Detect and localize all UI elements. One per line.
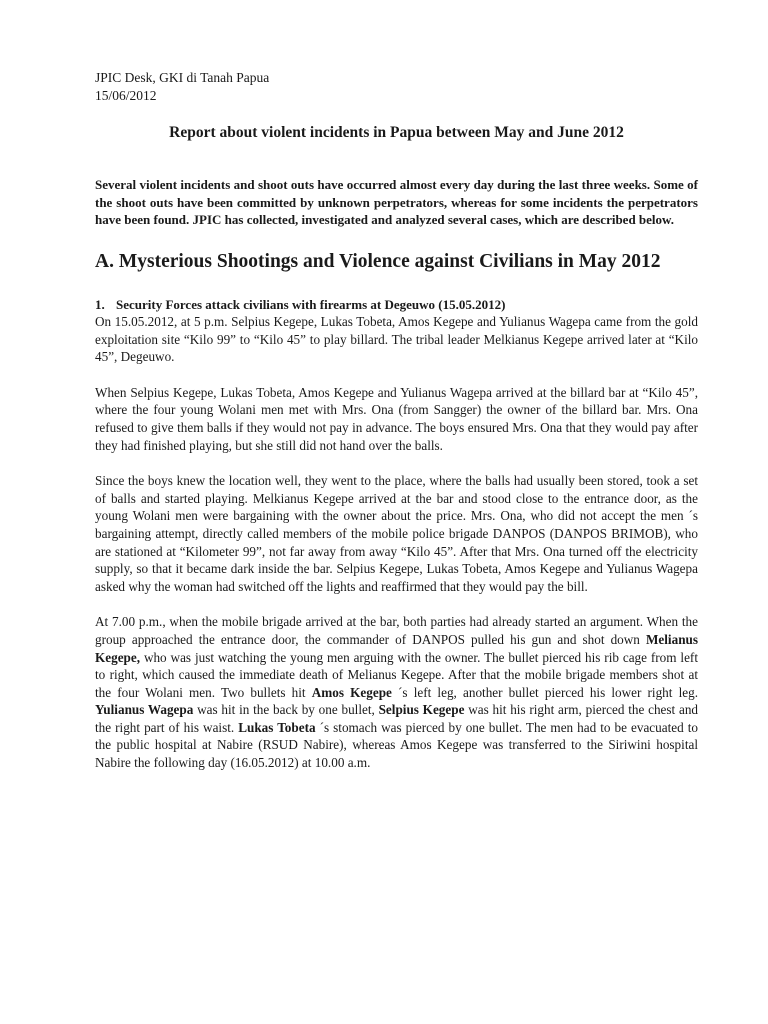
item-1-heading [95,296,698,314]
paragraph-2: When Selpius Kegepe, Lukas Tobeta, Amos Kegepe and Yulianus Wagepa arrived at the billard bar at “Kilo 45”, where the four young Wolani men met with Mrs. Ona (from Sangger) the owner of the billard bar. Mrs. Ona refused to give them balls if they would not pay in advance. The boys ensured Mrs. Ona that they would pay after they had finished playing, but she still did not hand over the balls. [95,384,698,453]
paragraph-1: On 15.05.2012, at 5 p.m. Selpius Kegepe, Lukas Tobeta, Amos Kegepe and Yulianus Wagepa came from the gold exploitation site “Kilo 99” to “Kilo 45” to play billard. The tribal leader Melkianus Kegepe arrived later at “Kilo 45”, Degeuwo. [95,314,698,365]
victim-name-melianus: Melianus Kegepe, [95,631,698,665]
paragraph-4 [95,613,698,771]
report-title: Report about violent incidents in Papua between May and June 2012 [169,124,624,141]
p4-text-6: ´s stomach was pierced by one bullet. The men had to be evacuated to the public hospital at Nabire (RSUD Nabire), whereas Amos Kegepe was transferred to the Siriwini hospital Nabire the following day (16.05.2012) at 10.00 a.m. [95,719,699,771]
section-a-heading: A. Mysterious Shootings and Violence against Civilians in May 2012 [95,250,661,272]
p4-text-3: ´s left leg, another bullet pierced his lower right leg. [391,684,698,700]
organization-line: JPIC Desk, GKI di Tanah Papua [95,70,270,85]
paragraph-3: Since the boys knew the location well, they went to the place, where the balls had usually been stored, took a set of balls and started playing. Melkianus Kegepe arrived at the bar and stood close to the entrance door, as the young Wolani men were bargaining with the owner about the price. Mrs. Ona, who did not accept the men ´s bargaining attempt, directly called members of the mobile police brigade DANPOS (DANPOS BRIMOB), who are stationed at “Kilometer 99”, not far away from away “Kilo 45”. After that Mrs. Ona turned off the electricity supply, so that it became dark inside the bar. Selpius Kegepe, Lukas Tobeta, Amos Kegepe and Yulianus Wagepa asked why the woman had switched off the lights and reaffirmed that they would pay the bill. [95,473,698,594]
victim-name-lukas: Lukas Tobeta [238,719,316,735]
item-1-title: Security Forces attack civilians with firearms at Degeuwo (15.05.2012) [116,296,506,312]
p4-text-4: was hit in the back by one bullet, [193,702,379,718]
p4-text-1: At 7.00 p.m., when the mobile brigade arrived at the bar, both parties had already started an argument. When the group approached the entrance door, the commander of DANPOS pulled his gun and shot down [95,614,698,647]
p4-text-5: was hit his right arm, pierced the chest and the right part of his waist. [95,702,699,735]
p4-text-2: who was just watching the young men arguing with the owner. The bullet pierced his rib cage from left to right, which caused the immediate death of Melianus Kegepe. After that the mobile brigade members shot at the four Wolani men. Two bullets hit [95,649,698,700]
victim-name-amos: Amos Kegepe [311,684,392,700]
report-date: 15/06/2012 [95,88,157,103]
victim-name-selpius: Selpius Kegepe [378,702,465,718]
item-1-number: 1. [95,296,105,312]
victim-name-yulianus: Yulianus Wagepa [95,702,194,718]
intro-paragraph: Several violent incidents and shoot outs have occurred almost every day during the last three weeks. Some of the shoot outs have been committed by unknown perpetrators, whereas for some incidents the perpetrators have been found. JPIC has collected, investigated and analyzed several cases, which are described below. [95,177,698,227]
